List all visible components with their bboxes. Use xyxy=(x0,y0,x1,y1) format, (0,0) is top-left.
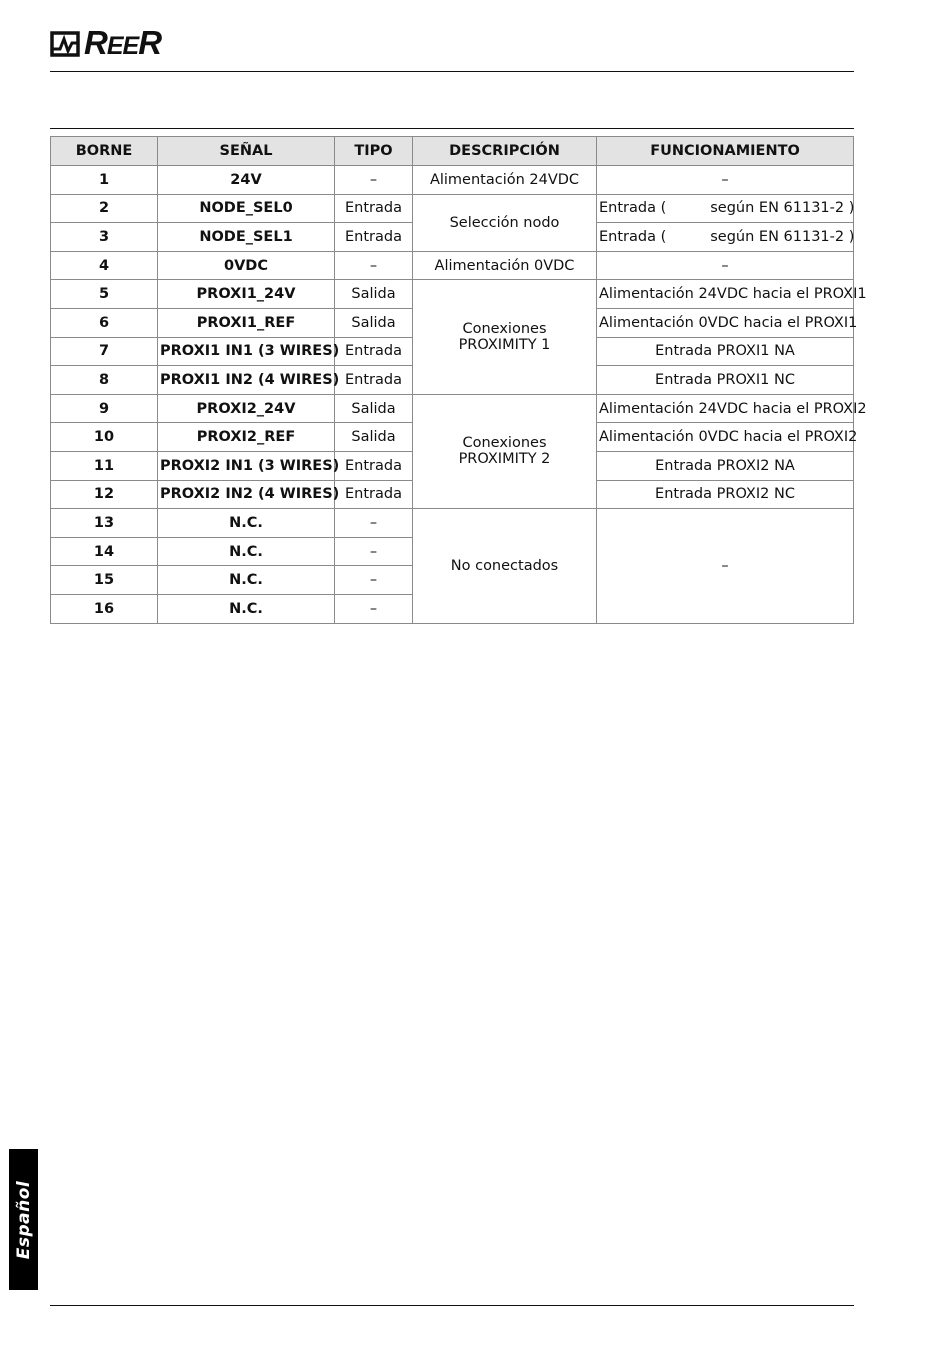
descripcion-line: Conexiones xyxy=(462,435,547,452)
senal-cell: PROXI1_24V xyxy=(158,280,335,309)
descripcion-cell: Alimentación 0VDC xyxy=(413,251,597,280)
brand-name: REER xyxy=(84,23,162,61)
brand-logo xyxy=(50,23,162,61)
reer-pulse-logo-icon xyxy=(50,30,82,58)
tipo-cell: Entrada xyxy=(335,194,413,223)
borne-cell: 14 xyxy=(51,537,158,566)
table-row xyxy=(51,394,854,423)
table-row xyxy=(51,509,854,538)
funcionamiento-cell xyxy=(597,194,854,223)
tipo-cell: – xyxy=(335,537,413,566)
senal-cell: N.C. xyxy=(158,537,335,566)
funcionamiento-prefix: Entrada ( xyxy=(599,200,667,217)
language-tab-label: Español xyxy=(13,1180,34,1259)
tipo-cell: – xyxy=(335,566,413,595)
senal-cell: N.C. xyxy=(158,509,335,538)
senal-cell: NODE_SEL1 xyxy=(158,223,335,252)
borne-cell: 13 xyxy=(51,509,158,538)
tipo-cell: Entrada xyxy=(335,451,413,480)
descripcion-cell: Selección nodo xyxy=(413,194,597,251)
senal-cell: 0VDC xyxy=(158,251,335,280)
tipo-cell: Salida xyxy=(335,280,413,309)
senal-cell: PROXI1 IN2 (4 WIRES) xyxy=(158,366,335,395)
borne-cell: 15 xyxy=(51,566,158,595)
borne-cell: 5 xyxy=(51,280,158,309)
senal-cell: PROXI2 IN1 (3 WIRES) xyxy=(158,451,335,480)
borne-cell: 8 xyxy=(51,366,158,395)
borne-cell: 11 xyxy=(51,451,158,480)
senal-cell: PROXI2_24V xyxy=(158,394,335,423)
table-row xyxy=(51,166,854,195)
borne-cell: 10 xyxy=(51,423,158,452)
senal-cell: PROXI2_REF xyxy=(158,423,335,452)
borne-cell: 7 xyxy=(51,337,158,366)
funcionamiento-cell xyxy=(597,223,854,252)
table-row xyxy=(51,280,854,309)
tipo-cell: Entrada xyxy=(335,366,413,395)
descripcion-cell: Alimentación 24VDC xyxy=(413,166,597,195)
senal-cell: 24V xyxy=(158,166,335,195)
borne-cell: 4 xyxy=(51,251,158,280)
header-senal: SEÑAL xyxy=(158,137,335,166)
funcionamiento-cell: Alimentación 0VDC hacia el PROXI2 xyxy=(597,423,854,452)
terminal-table xyxy=(50,136,867,624)
funcionamiento-cell: Entrada PROXI2 NA xyxy=(597,451,854,480)
descripcion-line: Conexiones xyxy=(462,321,547,338)
senal-cell: N.C. xyxy=(158,566,335,595)
descripcion-line: PROXIMITY 1 xyxy=(458,337,551,354)
tipo-cell: Salida xyxy=(335,423,413,452)
tipo-cell: – xyxy=(335,251,413,280)
tipo-cell: – xyxy=(335,166,413,195)
language-tab xyxy=(9,1149,38,1290)
table-top-rule xyxy=(50,128,854,129)
senal-cell: N.C. xyxy=(158,594,335,623)
funcionamiento-suffix: según EN 61131-2 ) xyxy=(710,200,855,217)
tipo-cell: Entrada xyxy=(335,223,413,252)
tipo-cell: Salida xyxy=(335,394,413,423)
table-row xyxy=(51,251,854,280)
footer-rule xyxy=(50,1305,854,1306)
funcionamiento-cell: Entrada PROXI1 NA xyxy=(597,337,854,366)
borne-cell: 2 xyxy=(51,194,158,223)
funcionamiento-cell: Entrada PROXI1 NC xyxy=(597,366,854,395)
tipo-cell: Entrada xyxy=(335,480,413,509)
header-rule xyxy=(50,71,854,72)
funcionamiento-cell: – xyxy=(597,509,854,623)
table-header-row xyxy=(51,137,854,166)
header-descripcion: DESCRIPCIÓN xyxy=(413,137,597,166)
funcionamiento-suffix: según EN 61131-2 ) xyxy=(710,228,855,245)
borne-cell: 3 xyxy=(51,223,158,252)
funcionamiento-cell: Entrada PROXI2 NC xyxy=(597,480,854,509)
table-row xyxy=(51,194,854,223)
borne-cell: 9 xyxy=(51,394,158,423)
header-borne: BORNE xyxy=(51,137,158,166)
senal-cell: PROXI1 IN1 (3 WIRES) xyxy=(158,337,335,366)
tipo-cell: Entrada xyxy=(335,337,413,366)
borne-cell: 6 xyxy=(51,308,158,337)
borne-cell: 16 xyxy=(51,594,158,623)
funcionamiento-cell: – xyxy=(597,166,854,195)
senal-cell: PROXI2 IN2 (4 WIRES) xyxy=(158,480,335,509)
header-funcionamiento: FUNCIONAMIENTO xyxy=(597,137,854,166)
funcionamiento-cell: Alimentación 0VDC hacia el PROXI1 xyxy=(597,308,854,337)
borne-cell: 1 xyxy=(51,166,158,195)
tipo-cell: – xyxy=(335,594,413,623)
descripcion-cell: No conectados xyxy=(413,509,597,623)
funcionamiento-cell: – xyxy=(597,251,854,280)
tipo-cell: – xyxy=(335,509,413,538)
descripcion-line: PROXIMITY 2 xyxy=(458,451,551,468)
descripcion-cell xyxy=(413,280,597,394)
borne-cell: 12 xyxy=(51,480,158,509)
funcionamiento-cell: Alimentación 24VDC hacia el PROXI1 xyxy=(597,280,854,309)
senal-cell: PROXI1_REF xyxy=(158,308,335,337)
tipo-cell: Salida xyxy=(335,308,413,337)
header-tipo: TIPO xyxy=(335,137,413,166)
senal-cell: NODE_SEL0 xyxy=(158,194,335,223)
funcionamiento-prefix: Entrada ( xyxy=(599,228,667,245)
descripcion-cell xyxy=(413,394,597,508)
funcionamiento-cell: Alimentación 24VDC hacia el PROXI2 xyxy=(597,394,854,423)
